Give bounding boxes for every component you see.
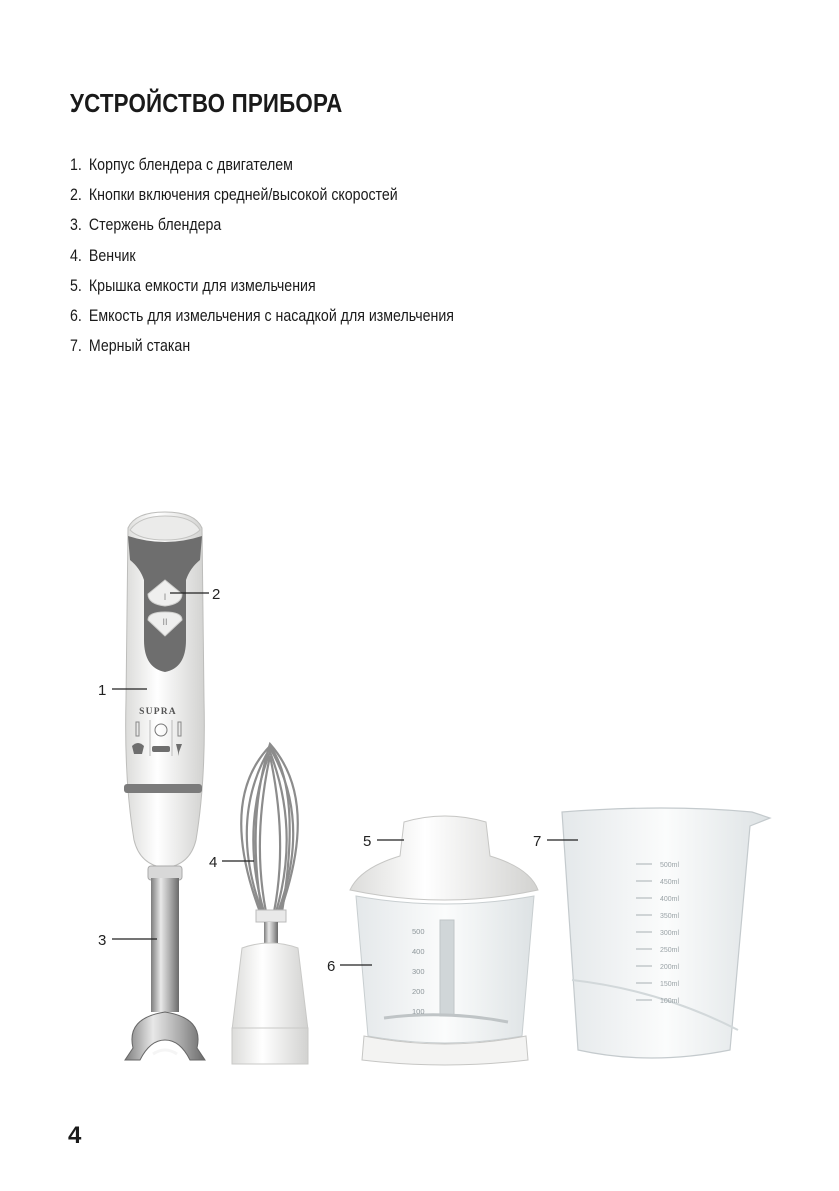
scale-mark: 500 — [412, 927, 425, 936]
parts-list — [70, 150, 516, 361]
item-text: Стержень блендера — [88, 216, 222, 235]
list-item — [70, 241, 454, 271]
whisk-collar — [256, 910, 286, 922]
list-item — [70, 301, 454, 331]
whisk-gearbox — [232, 943, 308, 1030]
item-number: 5. — [70, 276, 82, 295]
product-illustration — [0, 480, 839, 1100]
item-number: 2. — [70, 186, 82, 205]
speed-button-1-label: I — [163, 592, 167, 602]
chopper-bowl — [350, 816, 538, 1065]
scale-mark: 400ml — [660, 896, 680, 903]
scale-mark: 250ml — [660, 947, 680, 954]
scale-mark: 450ml — [660, 879, 680, 886]
item-number: 7. — [70, 337, 82, 356]
scale-mark: 350ml — [660, 913, 680, 920]
whisk-attachment — [232, 744, 308, 1064]
chopper-lid — [350, 816, 538, 900]
callout-3: 3 — [98, 932, 107, 949]
item-number: 1. — [70, 156, 82, 174]
list-item — [70, 210, 454, 240]
item-number: 3. — [70, 216, 82, 235]
blender-foot — [125, 1012, 205, 1060]
item-text: Кнопки включения средней/высокой скоростей — [88, 186, 398, 205]
measuring-jug — [562, 808, 770, 1058]
speed-button-2-label: II — [162, 617, 168, 627]
item-text: Мерный стакан — [88, 337, 191, 356]
page-number: 4 — [68, 1122, 82, 1149]
scale-mark: 300ml — [660, 930, 680, 937]
list-item — [70, 150, 454, 180]
item-number: 4. — [70, 246, 82, 265]
blender-shaft — [151, 878, 179, 1012]
blender-grey-band — [124, 784, 202, 793]
page-title: УСТРОЙСТВО ПРИБОРА — [70, 88, 343, 118]
callout-7: 7 — [533, 833, 542, 850]
item-text: Емкость для измельчения с насадкой для измельчения — [88, 306, 454, 325]
callout-1: 1 — [98, 682, 107, 699]
scale-mark: 150ml — [660, 981, 680, 988]
item-text: Венчик — [88, 246, 136, 265]
blender-collar — [148, 866, 182, 880]
list-item — [70, 331, 454, 361]
scale-mark: 400 — [412, 947, 425, 956]
item-text: Крышка емкости для измельчения — [88, 276, 316, 295]
scale-mark: 500ml — [660, 862, 680, 869]
callout-6: 6 — [327, 958, 336, 975]
brand-logo: SUPRA — [139, 707, 177, 717]
item-text: Корпус блендера с двигателем — [88, 156, 293, 174]
scale-mark: 100 — [412, 1007, 425, 1016]
callout-2: 2 — [212, 586, 221, 603]
callout-5: 5 — [363, 833, 372, 850]
scale-mark: 200 — [412, 987, 425, 996]
scale-mark: 300 — [412, 967, 425, 976]
list-item — [70, 180, 454, 210]
hand-blender — [124, 512, 205, 1060]
scale-mark: 100ml — [660, 998, 680, 1005]
callout-4: 4 — [209, 854, 218, 871]
item-number: 6. — [70, 306, 82, 325]
list-item — [70, 271, 454, 301]
scale-mark: 200ml — [660, 964, 680, 971]
